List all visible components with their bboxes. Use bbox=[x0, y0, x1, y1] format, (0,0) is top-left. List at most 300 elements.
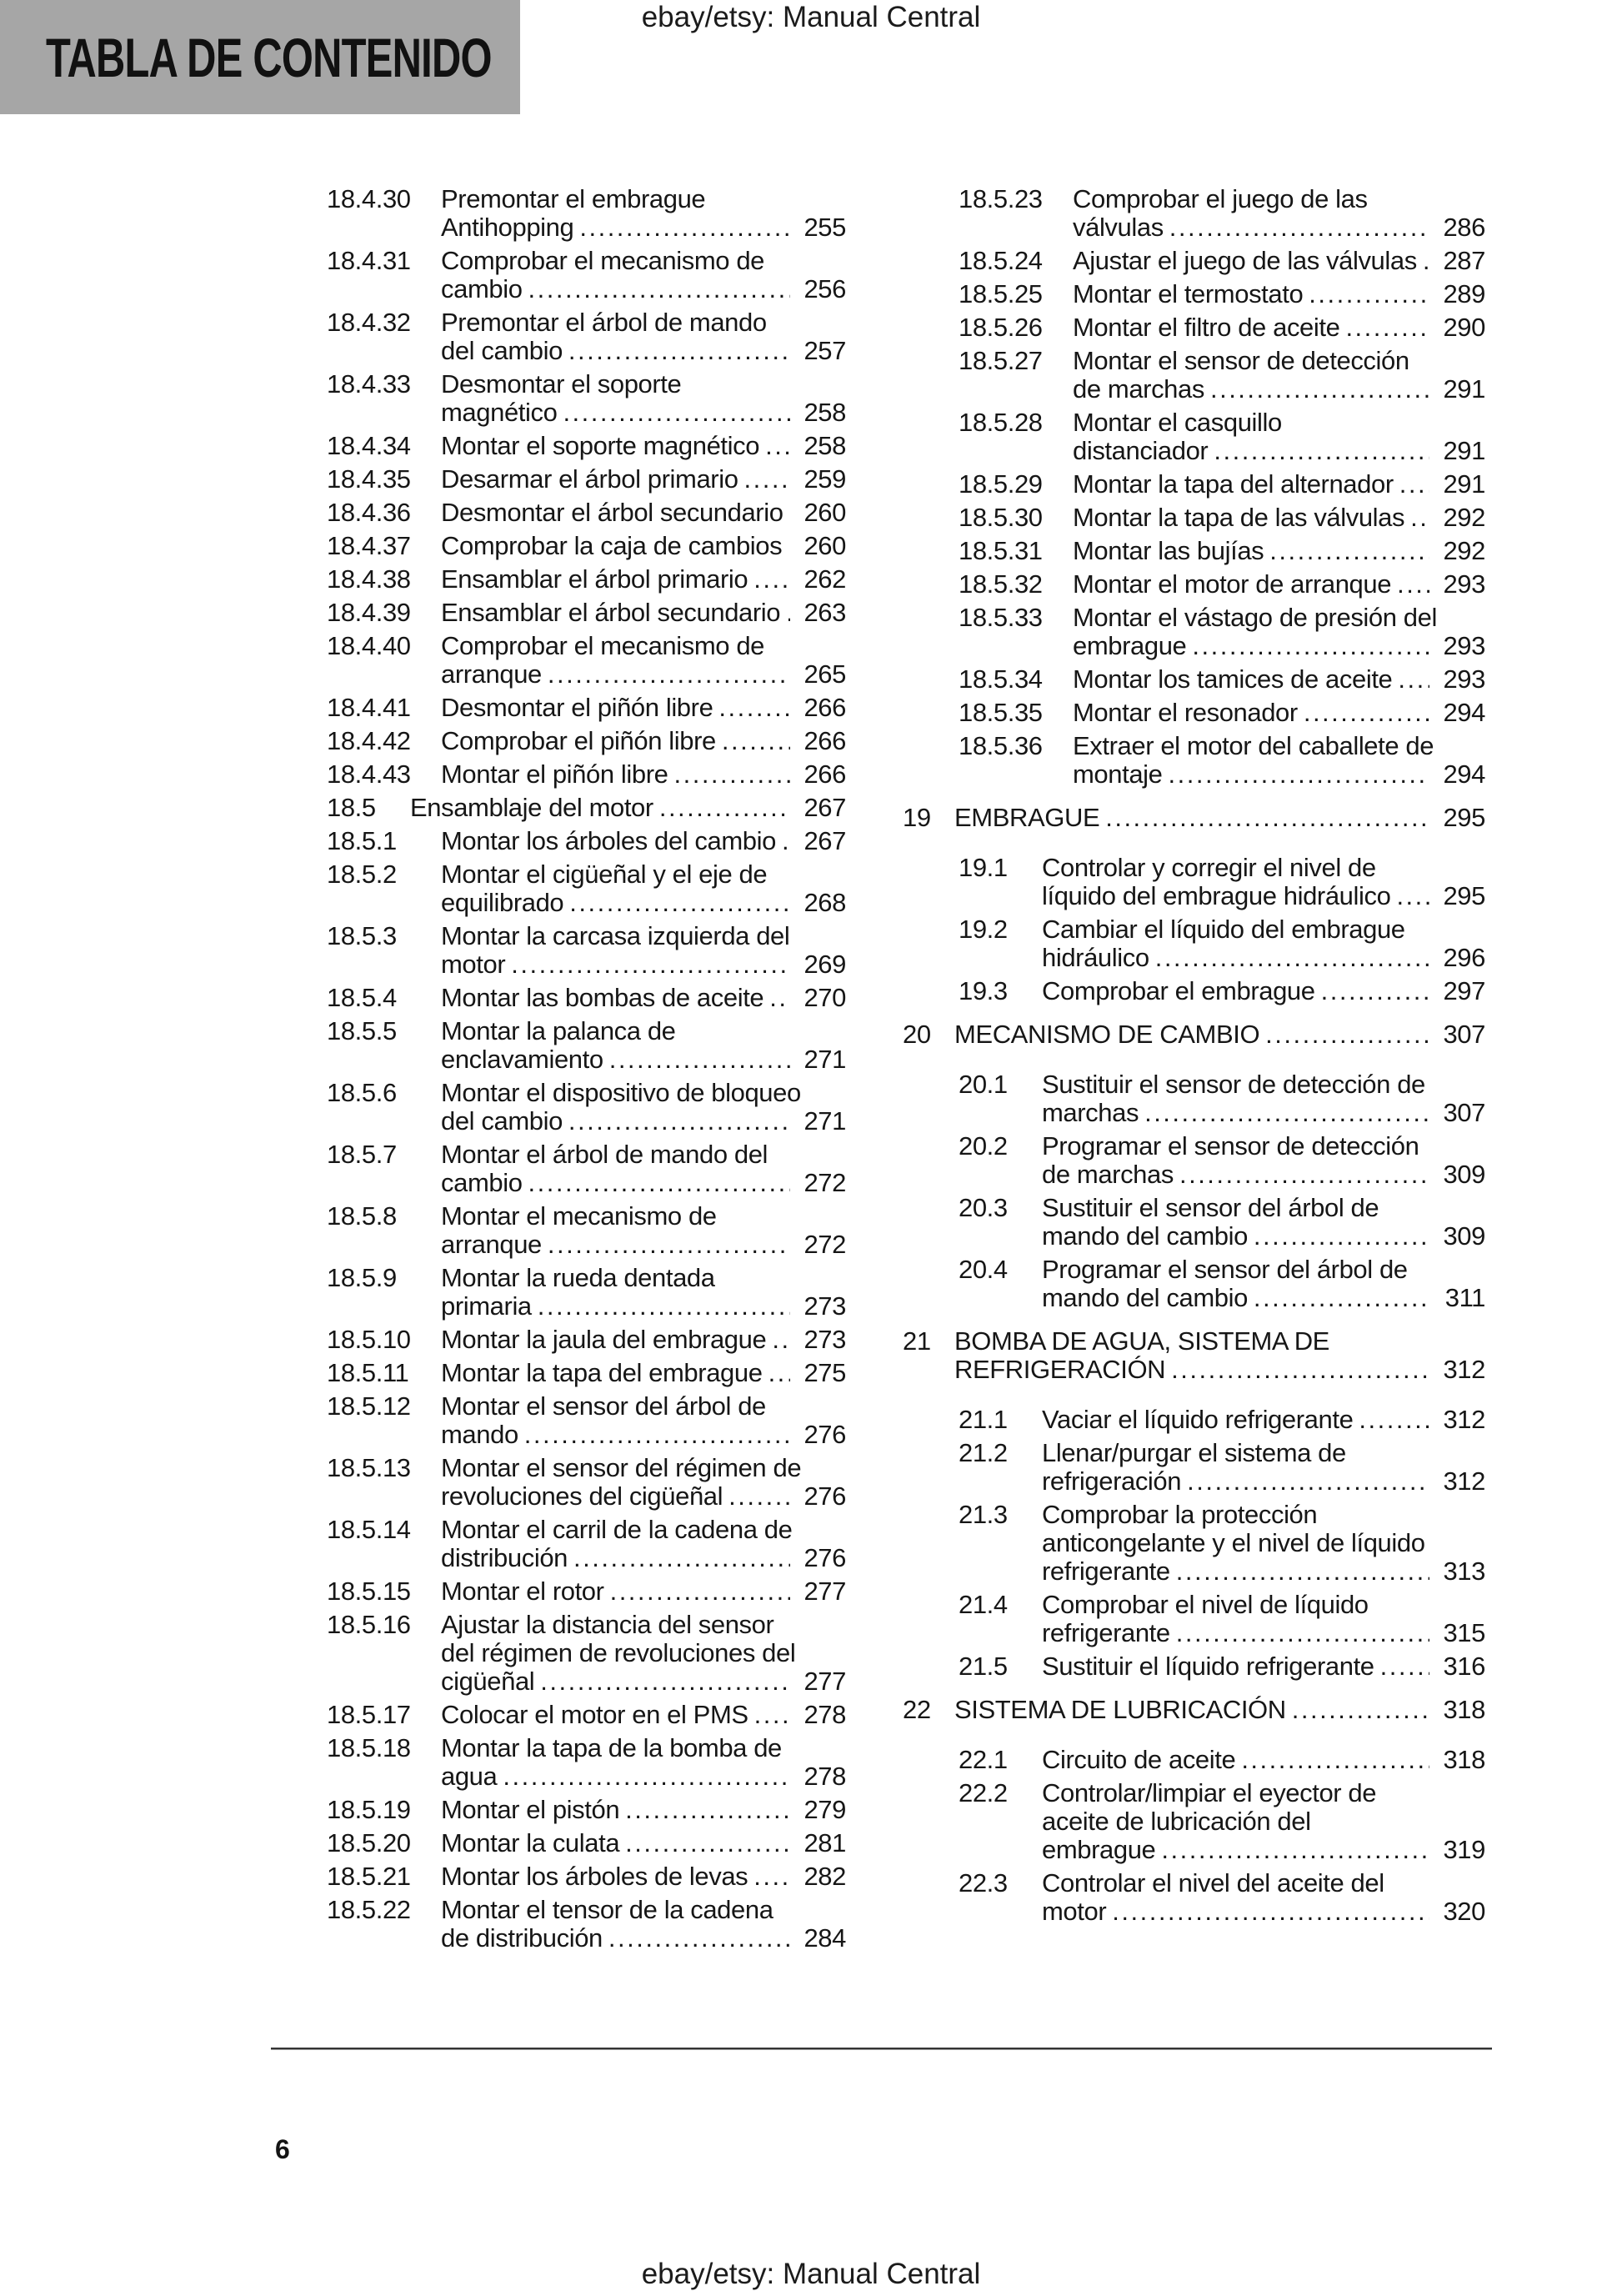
toc-entry-title bbox=[1073, 699, 1485, 727]
toc-entry-page: 307 bbox=[1443, 1098, 1485, 1127]
toc-entry-title-line: refrigerante bbox=[1042, 1557, 1170, 1586]
toc-entry-last-line bbox=[954, 1696, 1485, 1724]
toc-entry bbox=[903, 1591, 1485, 1647]
dot-leader bbox=[718, 694, 790, 722]
toc-entry bbox=[903, 804, 1485, 832]
toc-entry-last-line bbox=[441, 760, 846, 789]
toc-entry-number: 18.5.32 bbox=[959, 569, 1043, 599]
toc-entry-number: 18.5.11 bbox=[327, 1358, 409, 1387]
toc-entry-title-line: Montar el motor de arranque bbox=[1073, 569, 1392, 599]
dot-leader bbox=[772, 1326, 790, 1354]
dot-leader bbox=[765, 432, 790, 460]
dot-leader bbox=[568, 337, 790, 365]
toc-entry-page: 259 bbox=[803, 464, 846, 494]
toc-entry bbox=[903, 1779, 1485, 1864]
toc-entry-title bbox=[441, 308, 846, 365]
toc-entry-number: 18.4.33 bbox=[327, 369, 411, 399]
dot-leader bbox=[1410, 504, 1429, 532]
toc-entry-title bbox=[441, 599, 846, 627]
toc-entry-number: 18.5.16 bbox=[327, 1610, 411, 1639]
toc-entry-title-line: Montar el tensor de la cadena bbox=[441, 1895, 773, 1924]
toc-entry-title-line: cambio bbox=[441, 1168, 523, 1197]
toc-entry-title bbox=[1042, 1779, 1485, 1864]
toc-entry-number: 18.4.31 bbox=[327, 246, 411, 275]
toc-entry-last-line bbox=[1042, 1284, 1485, 1312]
toc-entry bbox=[271, 1017, 846, 1074]
toc-entry bbox=[271, 532, 846, 560]
dot-leader bbox=[625, 1829, 790, 1857]
toc-entry-title bbox=[441, 1264, 846, 1321]
toc-entry-number: 19.2 bbox=[959, 915, 1008, 944]
toc-entry-number: 18.5.1 bbox=[327, 826, 397, 855]
toc-entry-page: 312 bbox=[1443, 1466, 1485, 1496]
toc-entry-title bbox=[441, 185, 846, 242]
toc-entry-number: 20.1 bbox=[959, 1070, 1008, 1099]
toc-entry-title-line: Montar el pistón bbox=[441, 1795, 620, 1824]
toc-entry-number: 18.4.32 bbox=[327, 308, 411, 337]
toc-entry-title bbox=[1042, 1256, 1485, 1312]
toc-entry-title-line: del régimen de revoluciones del bbox=[441, 1638, 796, 1667]
toc-entry-number: 18.5.19 bbox=[327, 1795, 411, 1824]
toc-entry bbox=[903, 1070, 1485, 1127]
toc-entry-page: 275 bbox=[803, 1358, 846, 1387]
dot-leader bbox=[1423, 247, 1429, 275]
toc-entry-number: 18.5.31 bbox=[959, 536, 1043, 565]
toc-entry-title-line: cigüeñal bbox=[441, 1667, 535, 1696]
toc-entry-title bbox=[441, 860, 846, 917]
dot-leader bbox=[1112, 1897, 1429, 1926]
dot-leader bbox=[1396, 882, 1429, 910]
toc-entry-title-line: Desarmar el árbol primario bbox=[441, 464, 738, 494]
toc-entry-title bbox=[441, 694, 846, 722]
footer-separator-rule bbox=[271, 2048, 1492, 2050]
toc-entry bbox=[903, 1020, 1485, 1049]
toc-entry-title-line: embrague bbox=[1042, 1835, 1156, 1864]
toc-entry-last-line bbox=[1073, 570, 1485, 599]
toc-entry-last-line bbox=[441, 465, 846, 494]
toc-entry-title-line: Comprobar el juego de las bbox=[1073, 184, 1368, 213]
toc-entry bbox=[903, 1439, 1485, 1496]
toc-entry-page: 262 bbox=[803, 564, 846, 594]
toc-entry-title-line: líquido del embrague hidráulico bbox=[1042, 881, 1391, 910]
dot-leader bbox=[789, 499, 790, 527]
dot-leader bbox=[1380, 1652, 1429, 1681]
toc-entry-page: 271 bbox=[803, 1106, 846, 1135]
toc-entry bbox=[903, 604, 1485, 660]
toc-entry-number: 21.2 bbox=[959, 1438, 1008, 1467]
toc-entry-number: 18.5.25 bbox=[959, 279, 1043, 308]
toc-entry bbox=[271, 794, 846, 822]
dot-leader bbox=[1254, 1222, 1429, 1251]
toc-entry-last-line bbox=[1042, 1222, 1485, 1251]
toc-entry-page: 260 bbox=[803, 498, 846, 527]
toc-entry-last-line bbox=[441, 337, 846, 365]
dot-leader bbox=[1359, 1406, 1429, 1434]
toc-entry-title-line: Montar la tapa de las válvulas bbox=[1073, 503, 1405, 532]
toc-entry bbox=[271, 1796, 846, 1824]
toc-entry-page: 269 bbox=[803, 950, 846, 979]
toc-entry-title-line: mando del cambio bbox=[1042, 1221, 1248, 1251]
toc-entry-number: 18.5.20 bbox=[327, 1828, 411, 1857]
toc-entry bbox=[271, 827, 846, 855]
toc-entry-title bbox=[441, 1392, 846, 1449]
dot-leader bbox=[528, 1169, 790, 1197]
toc-entry bbox=[903, 1696, 1485, 1724]
dot-leader bbox=[625, 1796, 790, 1824]
page-title: TABLA DE CONTENIDO bbox=[46, 26, 492, 88]
toc-entry-last-line bbox=[441, 950, 846, 979]
toc-entry-page: 265 bbox=[803, 659, 846, 689]
toc-entry-number: 18.4.40 bbox=[327, 631, 411, 660]
toc-entry-title-line: Ensamblar el árbol secundario bbox=[441, 598, 781, 627]
toc-entry-last-line bbox=[1073, 537, 1485, 565]
toc-entry-title-line: REFRIGERACIÓN bbox=[954, 1355, 1166, 1384]
toc-entry bbox=[271, 308, 846, 365]
toc-entry-last-line bbox=[1073, 280, 1485, 308]
toc-entry-title bbox=[954, 1696, 1485, 1724]
toc-entry-number: 18.5.28 bbox=[959, 408, 1043, 437]
toc-entry bbox=[903, 247, 1485, 275]
toc-entry bbox=[271, 1326, 846, 1354]
toc-entry-page: 318 bbox=[1443, 1695, 1485, 1724]
toc-entry-title-line: Sustituir el sensor de detección de bbox=[1042, 1070, 1425, 1099]
toc-entry-title bbox=[1073, 247, 1485, 275]
toc-entry bbox=[903, 1327, 1485, 1384]
toc-entry-title-line: Montar los tamices de aceite bbox=[1073, 664, 1393, 694]
toc-entry-title-line: Ensamblaje del motor bbox=[410, 793, 653, 822]
dot-leader bbox=[573, 1544, 790, 1572]
toc-entry-page: 260 bbox=[803, 531, 846, 560]
toc-entry-title-line: Ajustar el juego de las válvulas bbox=[1073, 246, 1417, 275]
toc-entry-last-line bbox=[441, 532, 846, 560]
toc-entry-last-line bbox=[1042, 944, 1485, 972]
toc-entry-title-line: Montar el dispositivo de bloqueo bbox=[441, 1078, 801, 1107]
toc-entry-title-line: Montar el vástago de presión del bbox=[1073, 603, 1437, 632]
toc-entry-title-line: del cambio bbox=[441, 336, 563, 365]
toc-entry-title-line: Premontar el árbol de mando bbox=[441, 308, 767, 337]
toc-entry-last-line bbox=[1042, 1099, 1485, 1127]
dot-leader bbox=[1309, 280, 1429, 308]
toc-entry-page: 312 bbox=[1443, 1405, 1485, 1434]
toc-entry-page: 318 bbox=[1443, 1745, 1485, 1774]
toc-entry-title bbox=[1073, 732, 1485, 789]
toc-entry bbox=[903, 504, 1485, 532]
toc-entry-number: 19 bbox=[903, 803, 931, 832]
toc-entry-title bbox=[441, 1516, 846, 1572]
toc-entry-title-line: Antihopping bbox=[441, 213, 574, 242]
toc-entry-title bbox=[1042, 1746, 1485, 1774]
toc-entry-number: 18.5.36 bbox=[959, 731, 1043, 760]
toc-entry-page: 292 bbox=[1443, 503, 1485, 532]
toc-entry-title-line: SISTEMA DE LUBRICACIÓN bbox=[954, 1695, 1286, 1724]
toc-entry-page: 256 bbox=[803, 274, 846, 303]
toc-entry-page: 276 bbox=[803, 1481, 846, 1511]
toc-entry-page: 271 bbox=[803, 1045, 846, 1074]
toc-entry-number: 19.3 bbox=[959, 976, 1008, 1005]
toc-entry-title bbox=[410, 794, 846, 822]
dot-leader bbox=[722, 727, 790, 755]
toc-entry-last-line bbox=[441, 1326, 846, 1354]
toc-entry-title bbox=[1042, 915, 1485, 972]
toc-entry bbox=[903, 854, 1485, 910]
toc-entry-page: 282 bbox=[803, 1862, 846, 1891]
toc-entry-page: 290 bbox=[1443, 313, 1485, 342]
toc-entry-title bbox=[441, 532, 846, 560]
toc-entry-page: 316 bbox=[1443, 1652, 1485, 1681]
toc-entry-title bbox=[1073, 409, 1485, 465]
dot-leader bbox=[769, 984, 790, 1012]
toc-entry bbox=[271, 1734, 846, 1791]
toc-entry-title-line: Montar la palanca de bbox=[441, 1016, 676, 1045]
toc-entry-title bbox=[1042, 1439, 1485, 1496]
toc-entry-title bbox=[1073, 665, 1485, 694]
toc-entry bbox=[903, 1746, 1485, 1774]
toc-entry-number: 19.1 bbox=[959, 853, 1008, 882]
toc-entry-title-line: Montar la tapa del embrague bbox=[441, 1358, 763, 1387]
toc-entry-number: 18.4.36 bbox=[327, 498, 411, 527]
toc-entry-title bbox=[441, 1017, 846, 1074]
dot-leader bbox=[1321, 977, 1429, 1005]
toc-entry-title bbox=[441, 1829, 846, 1857]
dot-leader bbox=[1161, 1836, 1429, 1864]
toc-entry-title-line: Controlar y corregir el nivel de bbox=[1042, 853, 1376, 882]
toc-entry-title-line: Montar los árboles de levas bbox=[441, 1862, 748, 1891]
toc-entry-title bbox=[1073, 504, 1485, 532]
toc-entry-last-line bbox=[1042, 1897, 1485, 1926]
toc-entry-last-line bbox=[954, 804, 1485, 832]
toc-entry-number: 18.5.9 bbox=[327, 1263, 397, 1292]
toc-entry-last-line bbox=[441, 499, 846, 527]
dot-leader bbox=[782, 827, 790, 855]
toc-entry-page: 267 bbox=[803, 793, 846, 822]
toc-entry-title-line: motor bbox=[1042, 1897, 1107, 1926]
toc-entry-title bbox=[441, 1896, 846, 1953]
toc-entry-last-line bbox=[1042, 1836, 1485, 1864]
toc-entry-number: 21 bbox=[903, 1326, 931, 1356]
toc-entry-title-line: refrigeración bbox=[1042, 1466, 1182, 1496]
toc-entry bbox=[903, 537, 1485, 565]
toc-entry-title-line: de marchas bbox=[1073, 374, 1204, 404]
toc-entry-last-line bbox=[1073, 470, 1485, 499]
toc-entry-page: 289 bbox=[1443, 279, 1485, 308]
toc-entry-page: 266 bbox=[803, 693, 846, 722]
toc-entry-title-line: Montar los árboles del cambio bbox=[441, 826, 776, 855]
toc-entry-page: 292 bbox=[1443, 536, 1485, 565]
toc-entry-title bbox=[441, 247, 846, 303]
toc-entry bbox=[271, 1454, 846, 1511]
toc-entry-title bbox=[441, 922, 846, 979]
dot-leader bbox=[579, 213, 790, 242]
toc-entry-title-line: distribución bbox=[441, 1543, 568, 1572]
toc-entry-title-line: Montar el mecanismo de bbox=[441, 1201, 717, 1231]
dot-leader bbox=[1155, 944, 1429, 972]
toc-entry bbox=[271, 1140, 846, 1197]
toc-entry-page: 279 bbox=[803, 1795, 846, 1824]
dot-leader bbox=[1397, 570, 1429, 599]
toc-entry-title-line: mando del cambio bbox=[1042, 1283, 1248, 1312]
toc-entry bbox=[271, 432, 846, 460]
toc-entry-title-line: Comprobar la caja de cambios bbox=[441, 531, 783, 560]
toc-entry bbox=[903, 665, 1485, 694]
dot-leader bbox=[1254, 1284, 1429, 1312]
toc-entry-page: 286 bbox=[1443, 213, 1485, 242]
toc-entry-last-line bbox=[441, 1862, 846, 1891]
toc-entry-title bbox=[441, 1577, 846, 1606]
toc-entry-title bbox=[441, 1454, 846, 1511]
toc-entry-number: 18.4.37 bbox=[327, 531, 411, 560]
toc-entry-last-line bbox=[1042, 1746, 1485, 1774]
toc-entry-last-line bbox=[441, 1107, 846, 1135]
dot-leader bbox=[744, 465, 790, 494]
toc-entry-title-line: Cambiar el líquido del embrague bbox=[1042, 915, 1405, 944]
toc-entry-last-line bbox=[441, 827, 846, 855]
toc-entry bbox=[271, 1359, 846, 1387]
toc-entry bbox=[271, 984, 846, 1012]
toc-entry-title-line: Montar el árbol de mando del bbox=[441, 1140, 768, 1169]
toc-entry-title-line: Circuito de aceite bbox=[1042, 1745, 1236, 1774]
dot-leader bbox=[1269, 537, 1429, 565]
toc-entry-page: 266 bbox=[803, 759, 846, 789]
toc-entry-number: 21.4 bbox=[959, 1590, 1008, 1619]
toc-entry-number: 18.5.5 bbox=[327, 1016, 397, 1045]
toc-entry-title-line: Sustituir el líquido refrigerante bbox=[1042, 1652, 1374, 1681]
toc-entry bbox=[903, 699, 1485, 727]
toc-entry-title-line: Montar el soporte magnético bbox=[441, 431, 760, 460]
toc-entry-title-line: Controlar el nivel del aceite del bbox=[1042, 1868, 1384, 1897]
toc-entry-last-line bbox=[1042, 1161, 1485, 1189]
toc-entry-number: 18.5.12 bbox=[327, 1391, 411, 1421]
toc-entry-page: 277 bbox=[803, 1667, 846, 1696]
toc-entry-number: 18.5.7 bbox=[327, 1140, 397, 1169]
toc-entry-page: 293 bbox=[1443, 664, 1485, 694]
dot-leader bbox=[548, 1231, 790, 1259]
toc-entry bbox=[903, 915, 1485, 972]
toc-entry-number: 18.5.35 bbox=[959, 698, 1043, 727]
toc-entry bbox=[903, 1194, 1485, 1251]
toc-entry-title-line: Montar el casquillo bbox=[1073, 408, 1282, 437]
toc-entry-number: 21.1 bbox=[959, 1405, 1008, 1434]
toc-entry-title bbox=[1042, 977, 1485, 1005]
toc-entry-number: 18.5.15 bbox=[327, 1577, 411, 1606]
toc-entry bbox=[903, 732, 1485, 789]
toc-entry bbox=[271, 922, 846, 979]
toc-entry-number: 20.4 bbox=[959, 1255, 1008, 1284]
toc-entry bbox=[271, 760, 846, 789]
dot-leader bbox=[1399, 470, 1429, 499]
toc-entry-number: 21.3 bbox=[959, 1500, 1008, 1529]
toc-entry-title-line: Desmontar el árbol secundario bbox=[441, 498, 783, 527]
toc-entry bbox=[271, 1392, 846, 1449]
toc-entry-page: 257 bbox=[803, 336, 846, 365]
toc-entry-number: 18.5.18 bbox=[327, 1733, 411, 1762]
toc-entry-number: 18.5.14 bbox=[327, 1515, 411, 1544]
toc-entry-page: 277 bbox=[803, 1577, 846, 1606]
toc-entry-title bbox=[1042, 1591, 1485, 1647]
toc-entry-title-line: marchas bbox=[1042, 1098, 1139, 1127]
toc-entry-title bbox=[1073, 347, 1485, 404]
toc-entry-page: 295 bbox=[1443, 881, 1485, 910]
toc-entry-title bbox=[441, 984, 846, 1012]
toc-entry bbox=[903, 347, 1485, 404]
toc-entry bbox=[271, 1079, 846, 1135]
dot-leader bbox=[568, 1107, 790, 1135]
toc-entry-title bbox=[1042, 854, 1485, 910]
dot-leader bbox=[754, 1701, 790, 1729]
toc-column-left bbox=[271, 185, 846, 1958]
toc-entry-title-line: BOMBA DE AGUA, SISTEMA DE bbox=[954, 1326, 1329, 1356]
dot-leader bbox=[1214, 437, 1429, 465]
toc-entry-page: 278 bbox=[803, 1762, 846, 1791]
dot-leader bbox=[1265, 1020, 1429, 1049]
toc-entry-number: 18.5.23 bbox=[959, 184, 1043, 213]
toc-entry-page: 272 bbox=[803, 1168, 846, 1197]
toc-entry-page: 320 bbox=[1443, 1897, 1485, 1926]
dot-leader bbox=[1304, 699, 1429, 727]
toc-column-right bbox=[903, 185, 1485, 1931]
dot-leader bbox=[1105, 804, 1429, 832]
toc-entry-page: 296 bbox=[1443, 943, 1485, 972]
toc-entry-last-line bbox=[441, 1762, 846, 1791]
toc-entry-last-line bbox=[441, 1421, 846, 1449]
toc-entry-number: 22.1 bbox=[959, 1745, 1008, 1774]
toc-entry-number: 18.5.33 bbox=[959, 603, 1043, 632]
toc-entry-page: 312 bbox=[1443, 1355, 1485, 1384]
toc-entry-title-line: hidráulico bbox=[1042, 943, 1149, 972]
toc-entry-last-line bbox=[441, 1292, 846, 1321]
toc-entry-page: 278 bbox=[803, 1700, 846, 1729]
toc-entry-number: 18.5.26 bbox=[959, 313, 1043, 342]
toc-entry bbox=[903, 570, 1485, 599]
toc-entry-last-line bbox=[441, 1231, 846, 1259]
toc-entry-title-line: Programar el sensor del árbol de bbox=[1042, 1255, 1408, 1284]
toc-entry-last-line bbox=[441, 984, 846, 1012]
toc-entry-title bbox=[954, 1020, 1485, 1049]
toc-entry-number: 18.4.43 bbox=[327, 759, 411, 789]
toc-entry-page: 270 bbox=[803, 983, 846, 1012]
toc-entry-title-line: embrague bbox=[1073, 631, 1187, 660]
dot-leader bbox=[1187, 1467, 1429, 1496]
dot-leader bbox=[1241, 1746, 1429, 1774]
toc-entry-page: 287 bbox=[1443, 246, 1485, 275]
toc-entry-title-line: Montar la tapa de la bomba de bbox=[441, 1733, 782, 1762]
dot-leader bbox=[569, 889, 790, 917]
toc-entry-last-line bbox=[1073, 375, 1485, 404]
toc-entry-number: 18.4.35 bbox=[327, 464, 411, 494]
toc-entry-number: 18.5.13 bbox=[327, 1453, 411, 1482]
toc-entry bbox=[271, 1202, 846, 1259]
toc-entry-number: 18.5.8 bbox=[327, 1201, 397, 1231]
dot-leader bbox=[609, 1045, 790, 1074]
toc-entry bbox=[903, 1132, 1485, 1189]
toc-entry-last-line bbox=[441, 213, 846, 242]
dot-leader bbox=[1171, 1356, 1429, 1384]
toc-entry-number: 20.2 bbox=[959, 1131, 1008, 1161]
toc-entry-last-line bbox=[1073, 213, 1485, 242]
toc-entry-number: 22 bbox=[903, 1695, 931, 1724]
toc-entry bbox=[271, 1862, 846, 1891]
toc-entry-last-line bbox=[441, 1045, 846, 1074]
toc-entry-page: 295 bbox=[1443, 803, 1485, 832]
toc-entry-page: 309 bbox=[1443, 1160, 1485, 1189]
toc-entry-last-line bbox=[441, 1667, 846, 1696]
toc-entry bbox=[271, 1577, 846, 1606]
toc-entry-last-line bbox=[410, 794, 846, 822]
toc-entry-title bbox=[441, 1701, 846, 1729]
toc-entry-title-line: anticongelante y el nivel de líquido bbox=[1042, 1528, 1425, 1557]
toc-entry-number: 18.5.27 bbox=[959, 346, 1043, 375]
toc-entry-last-line bbox=[1042, 1619, 1485, 1647]
toc-entry-title bbox=[1073, 604, 1485, 660]
